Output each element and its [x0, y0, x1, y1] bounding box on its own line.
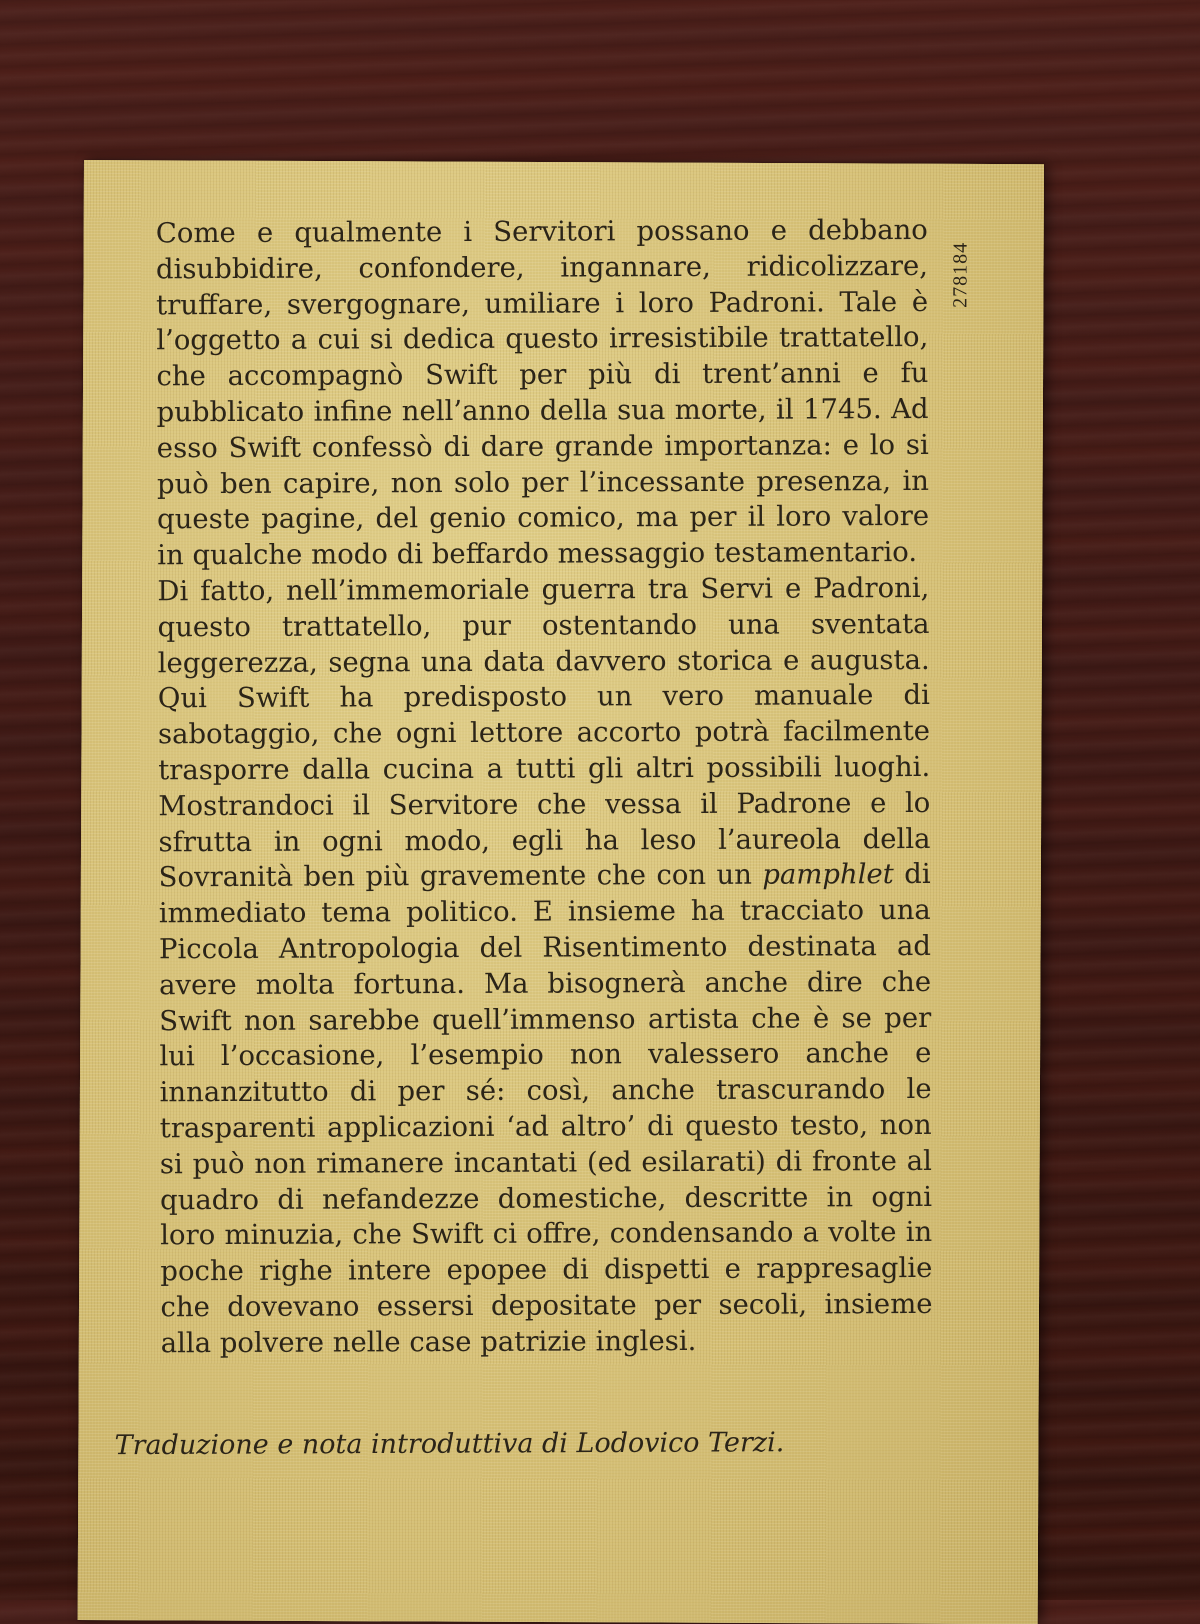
paragraph-2-end: di immediato tema politico. E insieme ha tracciato una Piccola Antropologia del Risentimento destinata ad avere molta fortuna. Ma bisognerà anche dire che Swift non sarebbe quell’immenso artista che è se per lui l’occasione, l’esempio non valessero anche e innanzitutto di per sé: così, anche trascurando le trasparenti applicazioni ‘ad altro’ di questo testo, non si può non rimanere incantati (ed esilarati) di fronte al quadro di nefandezze domestiche, descritte in ogni loro minuzia, che Swift ci offre, condensando a volte in poche righe intere epopee di dispetti e rappresaglie che dovevano essersi depositate per secoli, insieme alla polvere nelle case patrizie inglesi. — [158, 858, 933, 1360]
blurb-text — [156, 213, 933, 1362]
book-back-cover — [78, 160, 1044, 1624]
pamphlet-italic: pamphlet — [762, 858, 894, 892]
blurb-paragraph-2 — [157, 571, 932, 1362]
translation-credit: Traduzione e nota introduttiva di Lodovico Terzi. — [114, 1427, 785, 1462]
paragraph-2-start: Di fatto, nell’immemoriale guerra tra Servi e Padroni, questo trattatello, pur ostentando una sventata leggerezza, segna una data davvero storica e augusta. Qui Swift ha predisposto un vero manuale di sabotaggio, che ogni lettore accorto potrà facilmente trasporre dalla cucina a tutti gli altri possibili luoghi. Mostrandoci il Servitore che vessa il Padrone e lo sfrutta in ogni modo, egli ha leso l’aureola della Sovranità ben più gravemente che con un — [157, 571, 931, 894]
catalog-number: 278184 — [949, 241, 972, 308]
blurb-paragraph-1: Come e qualmente i Servitori possano e debbano disubbidire, confondere, ingannare, ridicolizzare, truffare, svergognare, umiliare i loro Padroni. Tale è l’oggetto a cui si dedica questo irresistibile trattatello, che accompagnò Swift per più di trent’anni e fu pubblicato infine nell’anno della sua morte, il 1745. Ad esso Swift confessò di dare grande importanza: e lo si può ben capire, non solo per l’incessante presenza, in queste pagine, del genio comico, ma per il loro valore in qualche modo di beffardo messaggio testamentario. — [155, 213, 930, 572]
